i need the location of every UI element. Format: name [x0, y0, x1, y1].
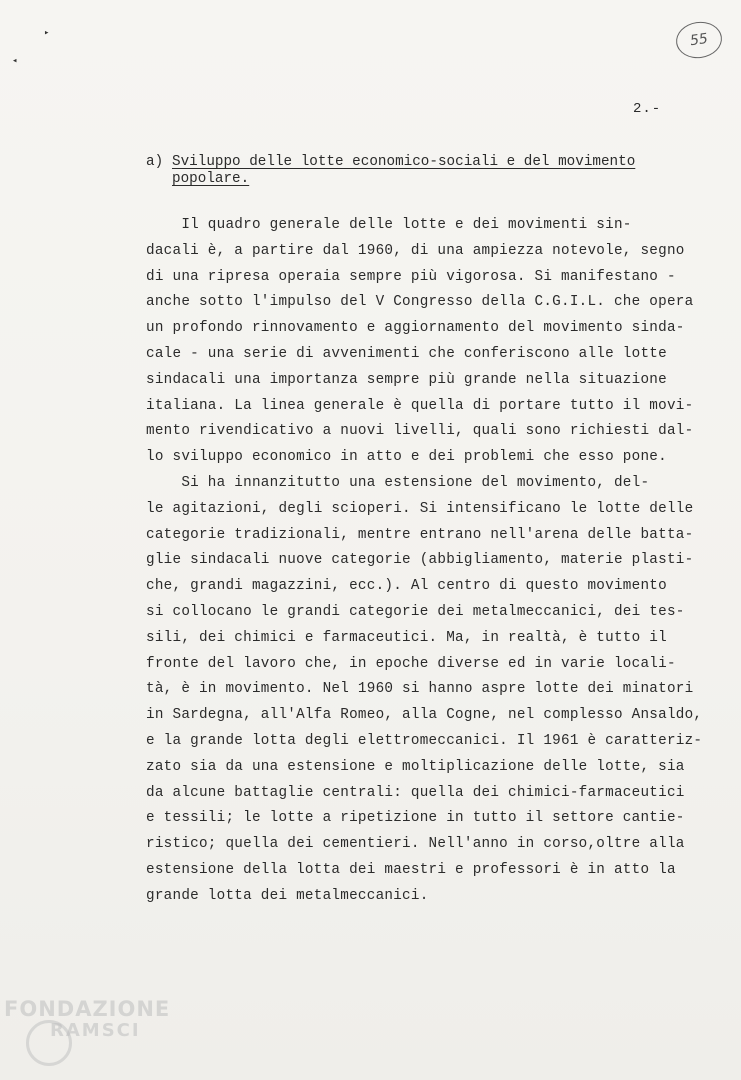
- text-line: categorie tradizionali, mentre entrano nell'arena delle batta-: [146, 526, 694, 543]
- text-line: mento rivendicativo a nuovi livelli, quali sono richiesti dal-: [146, 423, 694, 440]
- text-line: tà, è in movimento. Nel 1960 si hanno aspre lotte dei minatori: [146, 681, 694, 698]
- section-title-line: Sviluppo delle lotte economico-sociali e del movimento: [172, 154, 636, 170]
- section-title-line: popolare.: [172, 171, 250, 187]
- text-line: cale - una serie di avvenimenti che conferiscono alle lotte: [146, 345, 667, 362]
- margin-mark: ▸: [44, 28, 50, 38]
- watermark-line: RAMSCI: [50, 1020, 141, 1041]
- section-label: a): [146, 154, 164, 170]
- text-line: in Sardegna, all'Alfa Romeo, alla Cogne, nel complesso Ansaldo,: [146, 707, 703, 724]
- text-line: sili, dei chimici e farmaceutici. Ma, in realtà, è tutto il: [146, 629, 667, 646]
- text-line: un profondo rinnovamento e aggiornamento del movimento sinda-: [146, 320, 685, 337]
- margin-mark: ◂: [12, 56, 18, 66]
- text-line: le agitazioni, degli scioperi. Si intensificano le lotte delle: [146, 500, 694, 517]
- watermark-line: FONDAZIONE: [4, 997, 171, 1021]
- text-line: estensione della lotta dei maestri e professori è in atto la: [146, 861, 676, 878]
- text-line: lo sviluppo economico in atto e dei problemi che esso pone.: [146, 449, 667, 466]
- text-line: si collocano le grandi categorie dei metalmeccanici, dei tes-: [146, 603, 685, 620]
- text-line: dacali è, a partire dal 1960, di una ampiezza notevole, segno: [146, 242, 685, 259]
- text-line: sindacali una importanza sempre più grande nella situazione: [146, 371, 667, 388]
- text-line: Il quadro generale delle lotte e dei movimenti sin-: [146, 217, 632, 233]
- stamp-number: 55: [689, 30, 709, 50]
- text-line: ristico; quella dei cementieri. Nell'anno in corso,oltre alla: [146, 836, 685, 853]
- section-title: [172, 154, 635, 188]
- text-line: zato sia da una estensione e moltiplicazione delle lotte, sia: [146, 758, 685, 775]
- text-line: fronte del lavoro che, in epoche diverse ed in varie locali-: [146, 655, 676, 672]
- text-line: da alcune battaglie centrali: quella dei chimici-farmaceutici: [146, 784, 685, 801]
- body-text: [146, 213, 726, 910]
- text-line: che, grandi magazzini, ecc.). Al centro di questo movimento: [146, 578, 667, 595]
- text-line: di una ripresa operaia sempre più vigorosa. Si manifestano -: [146, 268, 676, 285]
- text-line: e la grande lotta degli elettromeccanici. Il 1961 è caratteriz-: [146, 732, 703, 749]
- archive-stamp: [674, 19, 725, 61]
- text-line: glie sindacali nuove categorie (abbigliamento, materie plasti-: [146, 552, 694, 569]
- text-line: grande lotta dei metalmeccanici.: [146, 887, 429, 904]
- text-line: italiana. La linea generale è quella di portare tutto il movi-: [146, 397, 694, 414]
- text-line: anche sotto l'impulso del V Congresso della C.G.I.L. che opera: [146, 294, 694, 311]
- page-number: 2.-: [633, 101, 662, 117]
- watermark: [4, 998, 170, 1042]
- text-line: e tessili; le lotte a ripetizione in tutto il settore cantie-: [146, 810, 685, 827]
- text-line: Si ha innanzitutto una estensione del movimento, del-: [146, 474, 650, 491]
